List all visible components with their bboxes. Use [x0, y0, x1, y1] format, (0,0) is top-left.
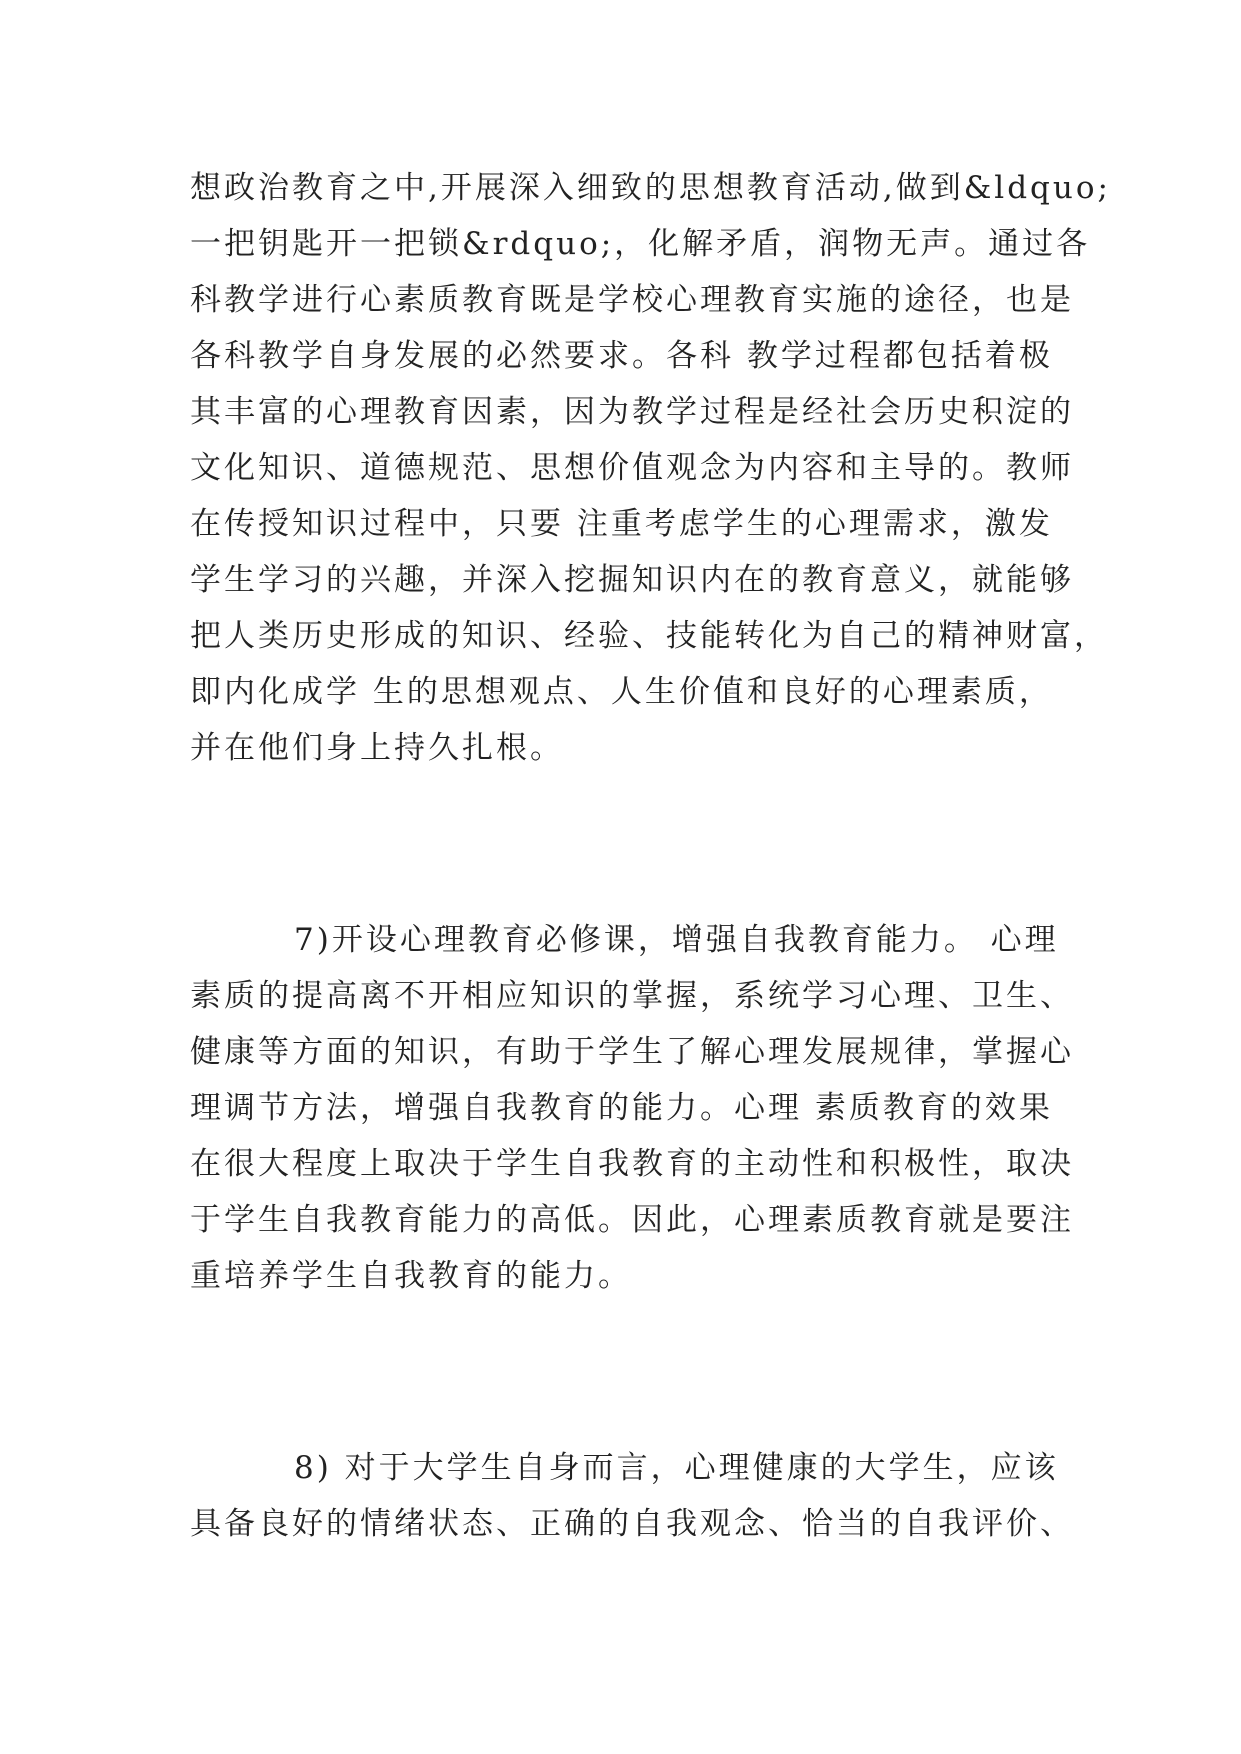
- text-line: 健康等方面的知识，有助于学生了解心理发展规律，掌握心: [190, 1034, 1074, 1070]
- text-line: 学生学习的兴趣，并深入挖掘知识内在的教育意义，就能够: [190, 562, 1074, 598]
- text-line: 其丰富的心理教育因素，因为教学过程是经社会历史积淀的: [190, 394, 1074, 430]
- text-line: 素质的提高离不开相应知识的掌握，系统学习心理、卫生、: [190, 978, 1074, 1014]
- text-line: 把人类历史形成的知识、经验、技能转化为自己的精神财富，: [190, 618, 1108, 654]
- text-line: 科教学进行心素质教育既是学校心理教育实施的途径，也是: [190, 282, 1074, 318]
- text-line: 具备良好的情绪状态、正确的自我观念、恰当的自我评价、: [190, 1506, 1074, 1542]
- paragraph-3: [190, 1440, 1090, 1552]
- text-line-first: 7)开设心理教育必修课，增强自我教育能力。 心理: [294, 922, 1059, 958]
- text-line: 于学生自我教育能力的高低。因此，心理素质教育就是要注: [190, 1202, 1074, 1238]
- text-line: 各科教学自身发展的必然要求。各科 教学过程都包括着极: [190, 338, 1053, 374]
- text-line: 想政治教育之中,开展深入细致的思想教育活动,做到&ldquo;: [190, 170, 1111, 206]
- text-line: 即内化成学 生的思想观点、人生价值和良好的心理素质，: [190, 674, 1053, 710]
- text-line: 重培养学生自我教育的能力。: [190, 1258, 632, 1294]
- text-line: 文化知识、道德规范、思想价值观念为内容和主导的。教师: [190, 450, 1074, 486]
- text-line: 在很大程度上取决于学生自我教育的主动性和积极性，取决: [190, 1146, 1074, 1182]
- text-line: 一把钥匙开一把锁&rdquo;，化解矛盾，润物无声。通过各: [190, 226, 1091, 262]
- paragraph-2: [190, 912, 1090, 1304]
- text-line-first: 8) 对于大学生自身而言，心理健康的大学生，应该: [294, 1450, 1059, 1486]
- paragraph-1: [190, 160, 1111, 776]
- text-line: 并在他们身上持久扎根。: [190, 730, 564, 766]
- text-line: 理调节方法，增强自我教育的能力。心理 素质教育的效果: [190, 1090, 1053, 1126]
- text-line: 在传授知识过程中，只要 注重考虑学生的心理需求，激发: [190, 506, 1053, 542]
